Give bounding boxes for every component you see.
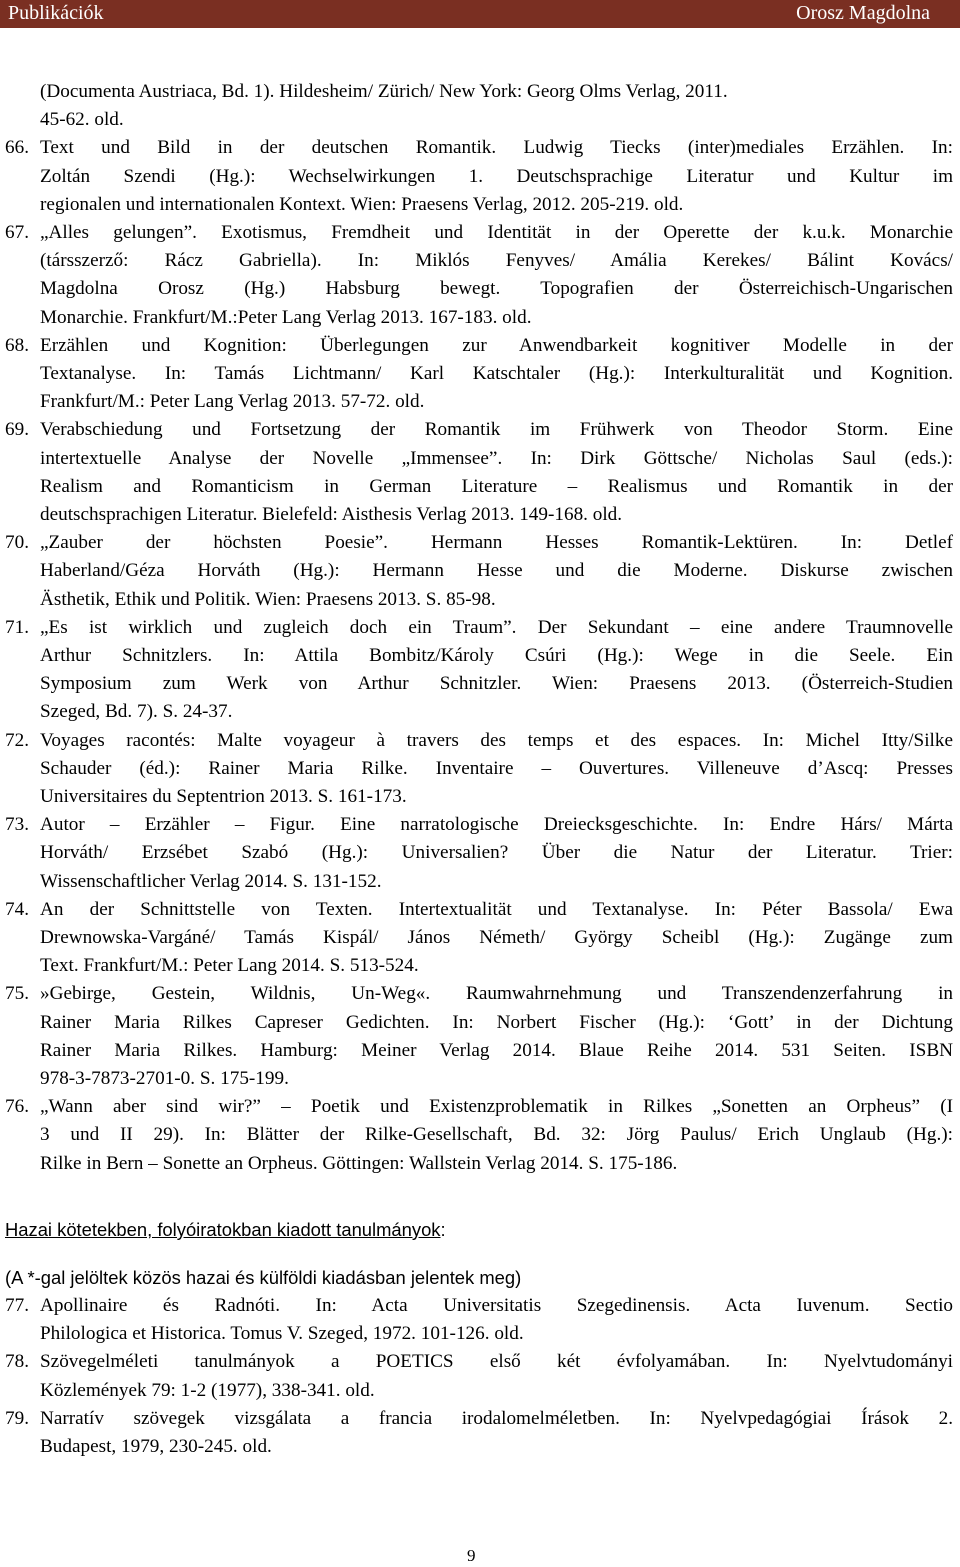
citation-line: 3 und II 29). In: Blätter der Rilke-Gesellschaft, Bd. 32: Jörg Paulus/ Erich Unglaub (Hg.): — [40, 1124, 953, 1146]
citation-line: Budapest, 1979, 230-245. old. — [40, 1436, 272, 1457]
item-number: 66. — [5, 137, 29, 159]
citation-line: „Es ist wirklich und zugleich doch ein Traum”. Der Sekundant – eine andere Traumnovelle — [40, 616, 953, 638]
citation-line: Monarchie. Frankfurt/M.:Peter Lang Verlag 2013. 167-183. old. — [40, 306, 532, 328]
citation-line: Magdolna Orosz (Hg.) Habsburg bewegt. Topografien der Österreichisch-Ungarischen — [40, 278, 953, 300]
citation-line: Szövegelméleti tanulmányok a POETICS első két évfolyamában. In: Nyelvtudományi — [40, 1351, 953, 1373]
citation-line: regionalen und internationalen Kontext. Wien: Praesens Verlag, 2012. 205-219. old. — [40, 193, 684, 215]
citation-line: Szeged, Bd. 7). S. 24-37. — [40, 701, 233, 723]
citation-line: Wissenschaftlicher Verlag 2014. S. 131-152. — [40, 870, 382, 892]
citation-line: 978-3-7873-2701-0. S. 175-199. — [40, 1068, 289, 1089]
item-number: 76. — [5, 1096, 29, 1118]
item-number: 68. — [5, 334, 29, 356]
citation-line: Universitaires du Septentrion 2013. S. 161-173. — [40, 786, 407, 807]
item-number: 73. — [5, 814, 29, 836]
citation-line: Verabschiedung und Fortsetzung der Romantik im Frühwerk von Theodor Storm. Eine — [40, 419, 953, 441]
item-number: 75. — [5, 983, 29, 1005]
citation-line: Philologica et Historica. Tomus V. Szeged, 1972. 101-126. old. — [40, 1323, 524, 1345]
citation-line: deutschsprachigen Literatur. Bielefeld: Aisthesis Verlag 2013. 149-168. old. — [40, 504, 623, 525]
citation-line: Zoltán Szendi (Hg.): Wechselwirkungen 1. Deutschsprachige Literatur und Kultur im — [40, 165, 953, 187]
item-number: 67. — [5, 222, 29, 243]
page-header — [0, 0, 960, 28]
header-section-title: Publikációk — [8, 2, 104, 24]
citation-line: „Zauber der höchsten Poesie”. Hermann Hesses Romantik-Lektüren. In: Detlef — [40, 532, 953, 554]
citation-line: Ästhetik, Ethik und Politik. Wien: Praesens 2013. S. 85-98. — [40, 588, 496, 610]
citation-line: intertextuelle Analyse der Novelle „Immensee”. In: Dirk Göttsche/ Nicholas Saul (eds.): — [40, 447, 953, 469]
section-heading-text: Hazai kötetekben, folyóiratokban kiadott tanulmányok — [5, 1219, 441, 1240]
citation-line: Rilke in Bern – Sonette an Orpheus. Göttingen: Wallstein Verlag 2014. S. 175-186. — [40, 1152, 678, 1174]
citation-line: (társszerző: Rácz Gabriella). In: Miklós Fenyves/ Amália Kerekes/ Bálint Kovács/ — [40, 250, 953, 272]
item-number: 79. — [5, 1407, 29, 1429]
page-number: 9 — [467, 1546, 476, 1565]
section-heading-colon: : — [440, 1219, 446, 1240]
citation-line: Erzählen und Kognition: Überlegungen zur Anwendbarkeit kognitiver Modelle in der — [40, 334, 953, 356]
citation-line: Narratív szövegek vizsgálata a francia irodalomelméletben. In: Nyelvpedagógiai Írások 2. — [40, 1407, 953, 1429]
section-heading — [5, 1216, 446, 1244]
citation-line: 45-62. old. — [40, 109, 124, 131]
citation-line: Apollinaire és Radnóti. In: Acta Universitatis Szegedinensis. Acta Iuvenum. Sectio — [40, 1295, 953, 1316]
citation-line: Text. Frankfurt/M.: Peter Lang 2014. S. 513-524. — [40, 955, 419, 977]
item-number: 71. — [5, 616, 29, 638]
citation-line: Horváth/ Erzsébet Szabó (Hg.): Universalien? Über die Natur der Literatur. Trier: — [40, 842, 953, 864]
citation-line: Text und Bild in der deutschen Romantik. Ludwig Tiecks (inter)mediales Erzählen. In: — [40, 137, 953, 159]
citation-line: (Documenta Austriaca, Bd. 1). Hildesheim/ Zürich/ New York: Georg Olms Verlag, 2011. — [40, 81, 728, 102]
citation-line: An der Schnittstelle von Texten. Intertextualität und Textanalyse. In: Péter Bassola/ Ewa — [40, 898, 953, 920]
citation-line: Autor – Erzähler – Figur. Eine narratologische Dreiecksgeschichte. In: Endre Hárs/ Márta — [40, 814, 953, 836]
item-number: 72. — [5, 729, 29, 751]
item-number: 77. — [5, 1295, 29, 1316]
citation-line: „Wann aber sind wir?” – Poetik und Existenzproblematik in Rilkes „Sonetten an Orpheus” (I — [40, 1096, 953, 1118]
citation-line: Textanalyse. In: Tamás Lichtmann/ Karl Katschtaler (Hg.): Interkulturalität und Kognition. — [40, 363, 953, 384]
citation-line: Haberland/Géza Horváth (Hg.): Hermann Hesse und die Moderne. Diskurse zwischen — [40, 560, 953, 582]
citation-line: Drewnowska-Vargáné/ Tamás Kispál/ János Németh/ György Scheibl (Hg.): Zugänge zum — [40, 927, 953, 948]
header-author: Orosz Magdolna — [796, 2, 930, 24]
citation-line: „Alles gelungen”. Exotismus, Fremdheit und Identität in der Operette der k.u.k. Monarchie — [40, 222, 953, 243]
section-note: (A *-gal jelöltek közös hazai és külföldi kiadásban jelentek meg) — [5, 1267, 522, 1288]
citation-line: Symposium zum Werk von Arthur Schnitzler. Wien: Praesens 2013. (Österreich-Studien — [40, 673, 953, 695]
citation-line: Frankfurt/M.: Peter Lang Verlag 2013. 57-72. old. — [40, 391, 425, 413]
citation-line: Arthur Schnitzlers. In: Attila Bombitz/Károly Csúri (Hg.): Wege in die Seele. Ein — [40, 645, 953, 666]
citation-line: Rainer Maria Rilkes. Hamburg: Meiner Verlag 2014. Blaue Reihe 2014. 531 Seiten. ISBN — [40, 1039, 953, 1061]
citation-line: Rainer Maria Rilkes Capreser Gedichten. In: Norbert Fischer (Hg.): ‘Gott’ in der Dichtung — [40, 1011, 953, 1033]
item-number: 78. — [5, 1351, 29, 1373]
item-number: 74. — [5, 898, 29, 920]
citation-line: Voyages racontés: Malte voyageur à travers des temps et des espaces. In: Michel Itty/Silke — [40, 729, 953, 751]
citation-line: Realism and Romanticism in German Literature – Realismus und Romantik in der — [40, 475, 953, 497]
citation-line: Közlemények 79: 1-2 (1977), 338-341. old. — [40, 1379, 375, 1401]
item-number: 70. — [5, 532, 29, 554]
citation-line: »Gebirge, Gestein, Wildnis, Un-Weg«. Raumwahrnehmung und Transzendenzerfahrung in — [40, 983, 953, 1005]
citation-line: Schauder (éd.): Rainer Maria Rilke. Inventaire – Ouvertures. Villeneuve d’Ascq: Presses — [40, 757, 953, 779]
item-number: 69. — [5, 419, 29, 441]
